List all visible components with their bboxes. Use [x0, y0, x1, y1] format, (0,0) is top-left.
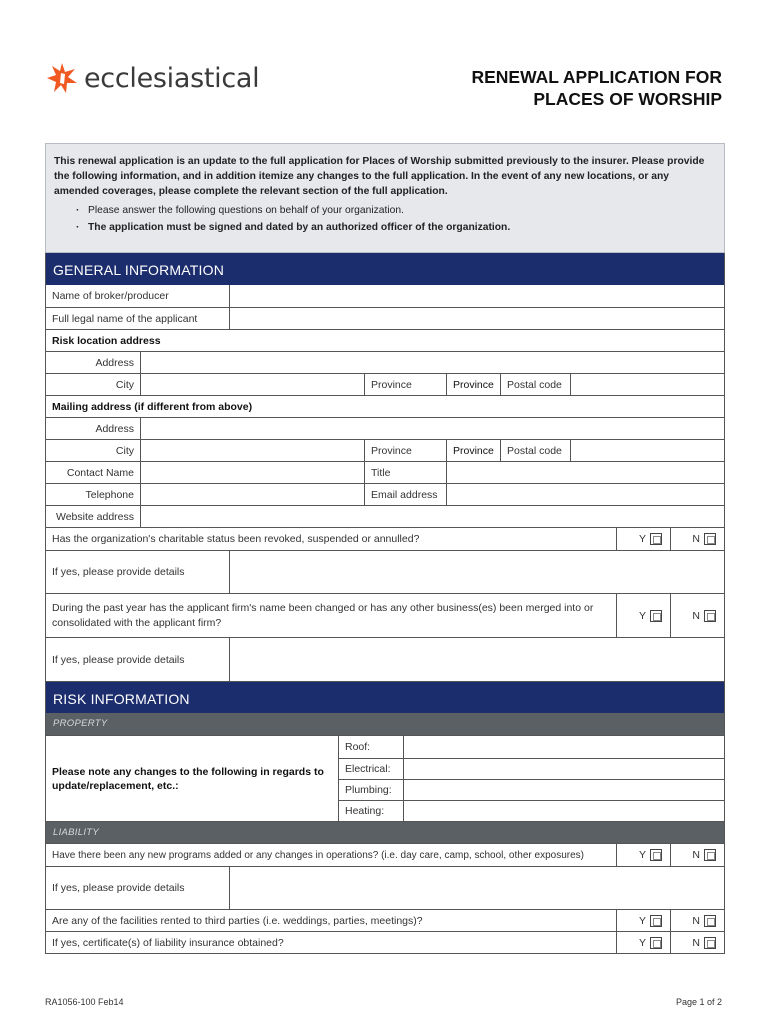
mailing-city-input[interactable]	[140, 440, 364, 461]
no-label: N	[692, 609, 700, 622]
brand-name: ecclesiastical	[84, 62, 260, 94]
yes-checkbox[interactable]	[650, 533, 662, 545]
instructions-paragraph: This renewal application is an update to the full application for Places of Worship submitted previously to the insurer. Please provide the following information, and in addition itemize any changes to the full application. In the event of any new locations, or any amended coverages, please complete the relevant section of the full application.	[54, 156, 705, 197]
certificate-question: If yes, certificate(s) of liability insurance obtained?	[52, 936, 284, 949]
roof-input[interactable]	[403, 736, 724, 758]
programs-yes-option[interactable]	[616, 844, 670, 866]
brand-logo	[46, 62, 259, 94]
no-label: N	[692, 849, 700, 861]
heating-label: Heating:	[345, 805, 385, 817]
mailing-postal-input[interactable]	[570, 440, 724, 461]
contact-name-input[interactable]	[140, 462, 364, 483]
form-code: RA1056-100 Feb14	[45, 997, 124, 1007]
programs-no-option[interactable]	[670, 844, 724, 866]
charitable-details-label: If yes, please provide details	[52, 566, 185, 578]
plumbing-input[interactable]	[403, 780, 724, 800]
yes-checkbox[interactable]	[650, 610, 662, 622]
risk-postal-label: Postal code	[500, 374, 570, 395]
mailing-postal-label: Postal code	[500, 440, 570, 461]
contact-name-label: Contact Name	[66, 466, 134, 479]
property-changes-note: Please note any changes to the following in regards to update/replacement, etc.:	[52, 765, 324, 792]
charitable-details-input[interactable]	[229, 551, 724, 593]
telephone-input[interactable]	[140, 484, 364, 505]
section-header-risk: RISK INFORMATION	[46, 681, 724, 713]
yes-label: Y	[638, 533, 646, 545]
roof-label: Roof:	[345, 741, 371, 753]
charitable-no-option[interactable]	[670, 528, 724, 550]
mailing-province-select[interactable]: Province	[446, 440, 500, 461]
programs-details-label: If yes, please provide details	[52, 882, 185, 894]
mailing-address-label: Address	[95, 422, 134, 435]
name-change-details-input[interactable]	[229, 638, 724, 681]
instruction-item: · The application must be signed and dated by an authorized officer of the organization.	[74, 220, 716, 235]
website-input[interactable]	[140, 506, 724, 527]
no-checkbox[interactable]	[704, 533, 716, 545]
risk-location-heading: Risk location address	[52, 334, 161, 347]
subsection-liability: LIABILITY	[46, 821, 724, 843]
mailing-address-input[interactable]	[140, 418, 724, 439]
risk-city-input[interactable]	[140, 374, 364, 395]
charitable-status-question: Has the organization's charitable status been revoked, suspended or annulled?	[52, 533, 420, 545]
broker-label: Name of broker/producer	[52, 290, 169, 302]
email-input[interactable]	[446, 484, 724, 505]
subsection-property: PROPERTY	[46, 713, 724, 735]
no-label: N	[692, 936, 700, 949]
no-checkbox[interactable]	[704, 915, 716, 927]
no-label: N	[692, 533, 700, 545]
legal-name-input[interactable]	[229, 308, 724, 329]
yes-checkbox[interactable]	[650, 937, 662, 949]
application-form	[45, 253, 725, 954]
ecclesiastical-star-icon	[46, 62, 78, 94]
name-change-no-option[interactable]	[670, 594, 724, 637]
broker-input[interactable]	[229, 285, 724, 307]
rented-no-option[interactable]	[670, 910, 724, 931]
yes-label: Y	[638, 609, 646, 622]
page-number: Page 1 of 2	[675, 997, 722, 1007]
document-title: RENEWAL APPLICATION FOR PLACES OF WORSHIP	[471, 67, 722, 109]
electrical-label: Electrical:	[345, 763, 391, 775]
instructions-list	[74, 203, 716, 235]
title-input[interactable]	[446, 462, 724, 483]
no-checkbox[interactable]	[704, 849, 716, 861]
instruction-item: · Please answer the following questions on behalf of your organization.	[74, 203, 716, 218]
risk-address-input[interactable]	[140, 352, 724, 373]
name-change-question: During the past year has the applicant firm's name been changed or has any other business(es) been merged into or consolidated with the applicant firm?	[52, 601, 594, 629]
charitable-yes-option[interactable]	[616, 528, 670, 550]
name-change-yes-option[interactable]	[616, 594, 670, 637]
no-checkbox[interactable]	[704, 937, 716, 949]
name-change-details-label: If yes, please provide details	[52, 653, 185, 666]
plumbing-label: Plumbing:	[345, 784, 392, 796]
website-label: Website address	[55, 510, 134, 523]
email-label: Email address	[364, 484, 446, 505]
risk-city-label: City	[115, 378, 134, 391]
certificate-yes-option[interactable]	[616, 932, 670, 953]
mailing-address-heading: Mailing address (if different from above)	[52, 400, 253, 413]
mailing-province-label: Province	[364, 440, 446, 461]
yes-label: Y	[638, 849, 646, 861]
heating-input[interactable]	[403, 801, 724, 821]
section-header-general: GENERAL INFORMATION	[46, 253, 724, 285]
programs-details-input[interactable]	[229, 867, 724, 909]
rented-question: Are any of the facilities rented to third parties (i.e. weddings, parties, meetings)?	[52, 914, 423, 927]
certificate-no-option[interactable]	[670, 932, 724, 953]
legal-name-label: Full legal name of the applicant	[52, 312, 198, 325]
rented-yes-option[interactable]	[616, 910, 670, 931]
title-label: Title	[364, 462, 446, 483]
yes-checkbox[interactable]	[650, 849, 662, 861]
yes-label: Y	[638, 914, 646, 927]
telephone-label: Telephone	[85, 488, 134, 501]
risk-postal-input[interactable]	[570, 374, 724, 395]
risk-province-select[interactable]: Province	[446, 374, 500, 395]
instructions-box	[45, 143, 725, 253]
risk-address-label: Address	[95, 356, 134, 369]
mailing-city-label: City	[115, 444, 134, 457]
no-checkbox[interactable]	[704, 610, 716, 622]
risk-province-label: Province	[364, 374, 446, 395]
yes-label: Y	[638, 936, 646, 949]
electrical-input[interactable]	[403, 759, 724, 779]
no-label: N	[692, 914, 700, 927]
programs-question: Have there been any new programs added or any changes in operations? (i.e. day care, camp, school, other exposures)	[52, 849, 584, 861]
yes-checkbox[interactable]	[650, 915, 662, 927]
